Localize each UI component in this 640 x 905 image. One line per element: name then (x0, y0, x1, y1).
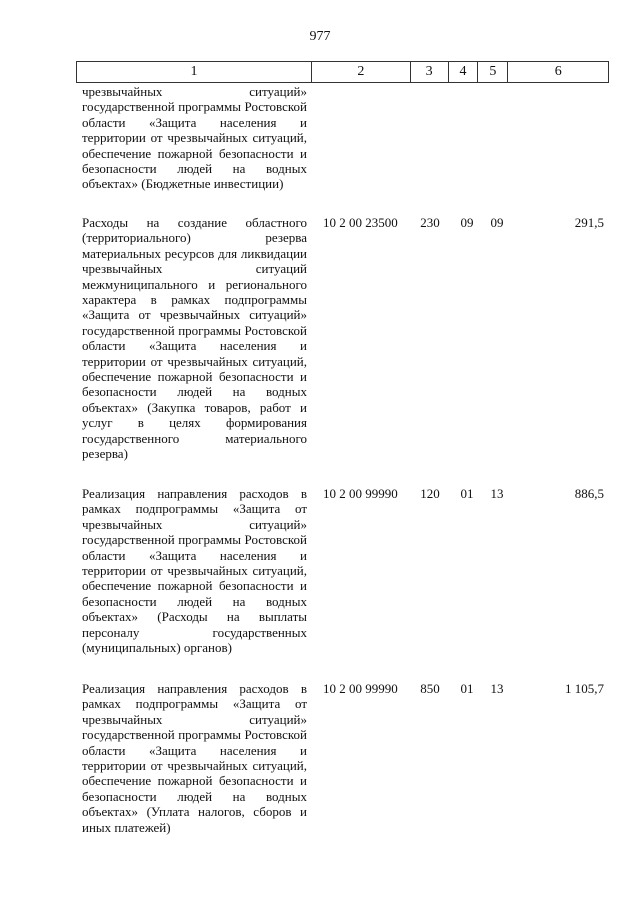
column-header-5: 5 (478, 62, 508, 82)
row-description: чрезвычайных ситуаций» государственной программы Ростовской области «Защита населения и территории от чрезвычайных ситуаций, обеспечение пожарной безопасности и безопасности людей на водных объектах» (Бюджетные инвестиции) (82, 84, 307, 192)
column-header-2: 2 (312, 62, 411, 82)
row-description: Реализация направления расходов в рамках подпрограммы «Защита от чрезвычайных ситуаций» государственной программы Ростовской области «Защита населения и территории от чрезвычайных ситуаций, обеспечение пожарной безопасности и безопасности людей на водных объектах» (Расходы на выплаты персоналу государственных (муниципальных) органов) (82, 486, 307, 656)
column-header-6: 6 (554, 64, 562, 79)
row-description: Расходы на создание областного (территориального) резерва материальных ресурсов для ликвидации чрезвычайных ситуаций межмуниципального и регионального характера в рамках подпрограммы «Защита от чрезвычайных ситуаций» государственной программы Ростовской области «Защита населения и территории от чрезвычайных ситуаций, обеспечение пожарной безопасности и безопасности людей на водных объектах» (Закупка товаров, работ и услуг в целях формирования государственного материального резерва) (82, 215, 307, 462)
column-header-1: 1 (77, 62, 312, 82)
row-description: Реализация направления расходов в рамках подпрограммы «Защита от чрезвычайных ситуаций» государственной программы Ростовской области «Защита населения и территории от чрезвычайных ситуаций, обеспечение пожарной безопасности и безопасности людей на водных объектах» (Уплата налогов, сборов и иных платежей) (82, 681, 307, 835)
row-subsection: 09 (490, 215, 504, 230)
page-number: 977 (309, 29, 331, 44)
row-subsection: 13 (490, 681, 504, 696)
row-expense-type: 120 (420, 486, 440, 501)
row-code: 10 2 00 23500 (323, 215, 398, 230)
row-section: 01 (460, 681, 474, 696)
row-amount: 1 105,7 (565, 681, 604, 696)
row-expense-type: 230 (420, 215, 440, 230)
column-header-3: 3 (411, 62, 449, 82)
table-header (76, 61, 609, 83)
row-code: 10 2 00 99990 (323, 486, 398, 501)
column-header-4: 4 (449, 62, 479, 82)
row-expense-type: 850 (420, 681, 440, 696)
row-section: 01 (460, 486, 474, 501)
row-section: 09 (460, 215, 474, 230)
row-amount: 291,5 (574, 215, 604, 230)
row-amount: 886,5 (574, 486, 604, 501)
row-subsection: 13 (490, 486, 504, 501)
row-code: 10 2 00 99990 (323, 681, 398, 696)
